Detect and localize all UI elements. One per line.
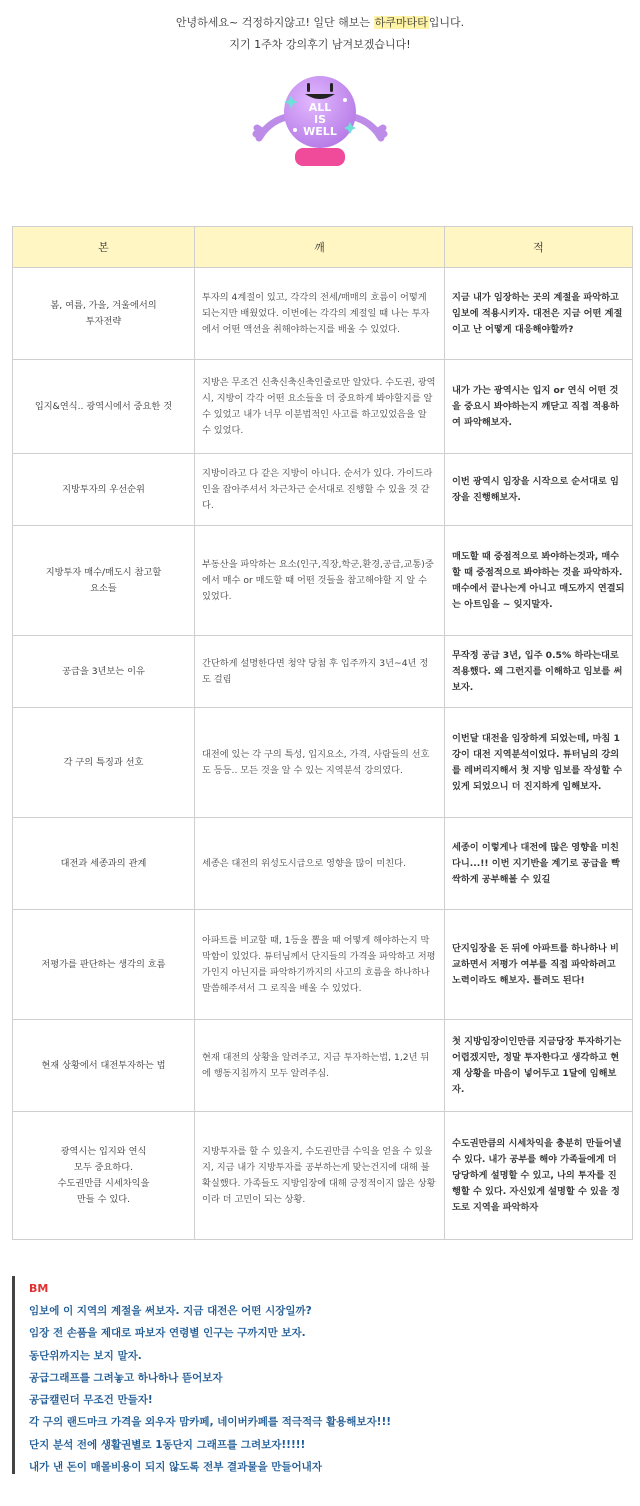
cell-jeok: 단지임장을 돈 뒤에 아파트를 하나하나 비교하면서 저평가 여부를 직접 파악하려고 노력이라도 해보자. 틀려도 된다!: [445, 910, 633, 1020]
cell-jeok: 내가 가는 광역시는 입지 or 연식 어떤 것을 중요시 봐야하는지 깨닫고 직접 적용하여 파악해보자.: [445, 360, 633, 454]
cell-kkae: 현재 대전의 상황을 알려주고, 지금 투자하는법, 1,2년 뒤에 행동지침까지 모두 알려주심.: [195, 1020, 445, 1112]
intro-line-1: [0, 12, 640, 34]
cell-jeok: 무작정 공급 3년, 입주 0.5% 하라는대로 적용했다. 왜 그런지를 이해하고 임보를 써보자.: [445, 636, 633, 708]
intro-greeting: 안녕하세요~ 걱정하지않고! 일단 해보는: [175, 16, 374, 29]
mascot-text-well: WELL: [303, 125, 337, 138]
cell-bon: 각 구의 특징과 선호: [13, 708, 195, 818]
cell-bon: 봄, 여름, 가을, 겨울에서의 투자전략: [13, 268, 195, 360]
bm-quote-block: [12, 1276, 639, 1474]
cell-kkae: 간단하게 설명한다면 청약 당첨 후 입주까지 3년~4년 정도 걸림: [195, 636, 445, 708]
bm-line: 공급캘린더 무조건 만들자!: [29, 1394, 153, 1407]
intro-greeting-end: 입니다.: [428, 16, 465, 29]
table-row: [13, 1020, 633, 1112]
cell-jeok: 지금 내가 임장하는 곳의 계절을 파악하고 임보에 적용시키자. 대전은 지금 어떤 계절이고 난 어떻게 대응해야할까?: [445, 268, 633, 360]
cell-jeok: 매도할 때 중점적으로 봐야하는것과, 매수할 때 중점적으로 봐야하는 것을 파악하자. 매수에서 끝나는게 아니고 매도까지 연결되는 아트임을 ~ 잊지말자.: [445, 526, 633, 636]
bm-line: 동단위까지는 보지 말자.: [29, 1349, 142, 1362]
cell-bon: 지방투자의 우선순위: [13, 454, 195, 526]
table-row: [13, 1112, 633, 1240]
right-arm: [353, 117, 384, 138]
cell-jeok: 이번 광역시 임장을 시작으로 순서대로 임장을 진행해보자.: [445, 454, 633, 526]
mascot-text-all: ALL: [308, 101, 332, 114]
cell-kkae: 아파트를 비교할 때, 1등을 뽑을 때 어떻게 해야하는지 막막함이 있었다. 튜터님께서 단지들의 가격을 파악하고 저평가인지 아닌지를 파악하기까지의 사고의 흐름을 하나하나 말씀해주셔서 그 로직을 배울 수 있었다.: [195, 910, 445, 1020]
cell-kkae: 지방투자를 할 수 있을지, 수도권만큼 수익을 얻을 수 있을지, 지금 내가 지방투자를 공부하는게 맞는건지에 대해 불확실했다. 가족들도 지방임장에 대해 긍정적이지 않은 상황이라 더 고민이 되는 상황.: [195, 1112, 445, 1240]
table-row: [13, 708, 633, 818]
table-header-row: [13, 227, 633, 268]
bm-line: 각 구의 랜드마크 가격을 외우자 맘카페, 네이버카페를 적극적극 활용해보자!!!: [29, 1416, 392, 1429]
cell-kkae: 세종은 대전의 위성도시급으로 영향을 많이 미친다.: [195, 818, 445, 910]
table-row: [13, 454, 633, 526]
header-jeok: 적: [445, 227, 633, 268]
cell-jeok: 세종이 이렇게나 대전에 많은 영향을 미친다니...!! 이번 지기반을 계기로 공급을 빡싹하게 공부해볼 수 있길: [445, 818, 633, 910]
cell-kkae: 투자의 4계절이 있고, 각각의 전세/매매의 흐름이 어떻게 되는지만 배웠었다. 이번에는 각각의 계절일 때 나는 투자에서 어떤 액션을 취해야하는지를 배울 수 있었다.: [195, 268, 445, 360]
table-row: [13, 360, 633, 454]
author-name-highlight: 하쿠마타타: [374, 16, 428, 29]
bm-title: BM: [29, 1282, 49, 1295]
bm-line: 임장 전 손품을 제대로 파보자 연령별 인구는 구까지만 보자.: [29, 1327, 306, 1340]
cell-kkae: 부동산을 파악하는 요소(인구,직장,학군,환경,공급,교통)중에서 매수 or 매도할 때 어떤 것들을 참고해야할 지 알 수 있었다.: [195, 526, 445, 636]
cell-jeok: 이번달 대전을 임장하게 되었는데, 마침 1강이 대전 지역분석이었다. 튜터님의 강의를 레버리지해서 첫 지방 임보를 작성할 수 있게 되었으니 더 진지하게 임해보자.: [445, 708, 633, 818]
bm-line: 공급그래프를 그려놓고 하나하나 뜯어보자: [29, 1371, 223, 1384]
cell-bon: 현재 상황에서 대전투자하는 법: [13, 1020, 195, 1112]
cell-bon: 공급을 3년보는 이유: [13, 636, 195, 708]
bm-line: 내가 낸 돈이 매몰비용이 되지 않도록 전부 결과물을 만들어내자: [29, 1461, 322, 1474]
all-is-well-mascot-image: [245, 62, 395, 172]
cell-kkae: 지방이라고 다 같은 지방이 아니다. 순서가 있다. 가이드라인을 잡아주셔서 차근차근 순서대로 진행할 수 있을 것 같다.: [195, 454, 445, 526]
bm-line: 단지 분석 전에 생활권별로 1동단지 그래프를 그려보자!!!!!: [29, 1438, 306, 1451]
cell-kkae: 대전에 있는 각 구의 특성, 입지요소, 가격, 사람들의 선호도 등등.. 모든 것을 알 수 있는 지역분석 강의였다.: [195, 708, 445, 818]
table-row: [13, 526, 633, 636]
table-row: [13, 636, 633, 708]
cell-bon: 저평가를 판단하는 생각의 흐름: [13, 910, 195, 1020]
table-row: [13, 818, 633, 910]
table-row: [13, 268, 633, 360]
cell-bon: 지방투자 매수/매도시 참고할 요소들: [13, 526, 195, 636]
mascot-feet: [295, 148, 345, 166]
header-bon: 본: [13, 227, 195, 268]
cell-bon: 광역시는 입지와 연식 모두 중요하다. 수도권만큼 시세차익을 만들 수 있다.: [13, 1112, 195, 1240]
cell-jeok: 첫 지방임장이인만큼 지금당장 투자하기는 어렵겠지만, 정말 투자한다고 생각하고 현재 상황을 마음이 넣어두고 1달에 임해보자.: [445, 1020, 633, 1112]
cell-kkae: 지방은 무조건 신축신축신축인줄로만 알았다. 수도권, 광역시, 지방이 각각 어떤 요소들을 더 중요하게 봐야할지를 알 수 있었고 내가 너무 이분법적인 사고를 하고있었음을 알 수 있었다.: [195, 360, 445, 454]
bm-line: 임보에 이 지역의 계절을 써보자. 지금 대전은 어떤 시장일까?: [29, 1305, 312, 1317]
review-table: [12, 226, 633, 1240]
header-kkae: 깨: [195, 227, 445, 268]
cell-bon: 대전과 세종과의 관계: [13, 818, 195, 910]
left-arm: [256, 117, 287, 138]
mascot-text-is: IS: [313, 113, 327, 126]
table-row: [13, 910, 633, 1020]
cell-jeok: 수도권만큼의 시세차익을 충분히 만들어낼 수 있다. 내가 공부를 해야 가족들에게 더 당당하게 설명할 수 있고, 나의 투자를 진행할 수 있다. 자신있게 설명할 수 있을 정도로 지역을 파악하자: [445, 1112, 633, 1240]
intro-line-2: 지기 1주차 강의후기 남겨보겠습니다!: [229, 38, 411, 51]
cell-bon: 입지&연식.. 광역시에서 중요한 것: [13, 360, 195, 454]
intro-text: [0, 0, 640, 56]
